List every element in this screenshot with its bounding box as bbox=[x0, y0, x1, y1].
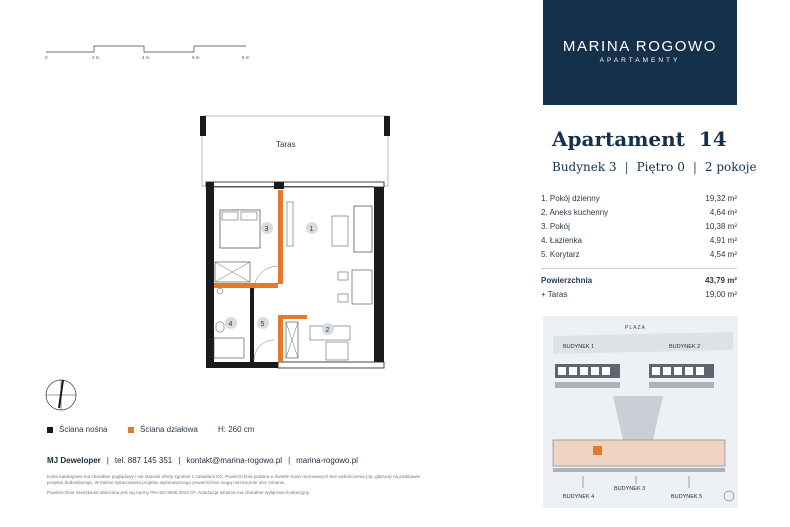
building-4-label: BUDYNEK 4 bbox=[563, 494, 595, 500]
scale-label: 0 bbox=[45, 55, 48, 60]
divider bbox=[541, 268, 737, 269]
legend-partition-wall-label: Ściana działowa bbox=[140, 425, 198, 434]
terrace-value: 19,00 m² bbox=[705, 290, 737, 299]
floor-plan bbox=[190, 110, 400, 370]
brand-subtitle: APARTAMENTY bbox=[599, 57, 681, 64]
disclaimer-line: Powierzchnia mieszkania obliczana jest wg normy PN-ISO 9836:2022-07. Aranżacja wnętrza ma charakter wyłącznie ilustracyjny. bbox=[47, 490, 310, 495]
room-area: 10,38 m² bbox=[705, 222, 737, 231]
room-label: 1. Pokój dzienny bbox=[541, 194, 600, 203]
legend-partition-wall bbox=[128, 425, 198, 434]
room-number: 4 bbox=[228, 321, 233, 328]
room-label: 2. Aneks kuchenny bbox=[541, 208, 609, 217]
room-area: 4,64 m² bbox=[709, 208, 737, 217]
legend-load-wall bbox=[47, 425, 107, 434]
room-row bbox=[541, 236, 737, 245]
scale-label: 2 m bbox=[92, 55, 100, 60]
legend-height-label: H: 260 cm bbox=[218, 425, 255, 434]
room-area: 4,91 m² bbox=[709, 236, 737, 245]
building-2-label: BUDYNEK 2 bbox=[669, 344, 701, 350]
brand-logo bbox=[543, 0, 737, 105]
scale-label: 4 m bbox=[142, 55, 150, 60]
partition-wall bbox=[278, 190, 283, 284]
apartment-title-word: Apartament bbox=[552, 127, 685, 151]
room-row bbox=[541, 222, 737, 231]
terrace-area-row bbox=[541, 290, 737, 299]
floor-label: Piętro 0 bbox=[636, 160, 685, 174]
room-number: 5 bbox=[260, 321, 265, 328]
building-3-highlight bbox=[553, 440, 725, 466]
room-area: 19,32 m² bbox=[705, 194, 737, 203]
rooms-count-label: 2 pokoje bbox=[704, 160, 757, 174]
apartment-number: 14 bbox=[698, 127, 727, 151]
company-name: MJ Deweloper bbox=[47, 456, 101, 465]
legend-height bbox=[218, 425, 254, 434]
brand-name: MARINA ROGOWO bbox=[562, 38, 718, 55]
room-number: 1 bbox=[309, 226, 314, 233]
terrace-label: Taras bbox=[276, 140, 296, 149]
legend-load-wall-label: Ściana nośna bbox=[59, 425, 108, 434]
contact-line: MJ Deweloper | tel. 887 145 351 | kontakt@marina-rogowo.pl | marina-rogowo.pl bbox=[47, 456, 358, 465]
room-row bbox=[541, 194, 737, 203]
partition-wall bbox=[214, 283, 278, 288]
total-area-row bbox=[541, 276, 737, 285]
website-link[interactable]: marina-rogowo.pl bbox=[296, 456, 358, 465]
total-area-label: Powierzchnia bbox=[541, 276, 593, 285]
building-1-label: BUDYNEK 1 bbox=[563, 344, 595, 350]
terrace-label: + Taras bbox=[541, 290, 568, 299]
room-label: 3. Pokój bbox=[541, 222, 570, 231]
total-area-value: 43,79 m² bbox=[704, 276, 737, 285]
partition-wall-swatch bbox=[128, 427, 134, 433]
building-3-label: BUDYNEK 3 bbox=[614, 486, 646, 492]
apartment-title bbox=[552, 127, 727, 151]
room-label: 5. Korytarz bbox=[541, 250, 580, 259]
building-label: Budynek 3 bbox=[552, 160, 617, 174]
building-5-label: BUDYNEK 5 bbox=[671, 494, 703, 500]
disclaimer-line: projektu budowlanego. W trakcie opracowania projektu wykonawczego powierzchnie mogą nieznacznie ulec zmianie. bbox=[47, 480, 286, 485]
load-wall bbox=[374, 182, 384, 367]
email-link[interactable]: kontakt@marina-rogowo.pl bbox=[186, 456, 283, 465]
apartment-meta: Budynek 3 | Piętro 0 | 2 pokoje bbox=[552, 160, 757, 174]
load-wall-swatch bbox=[47, 427, 53, 433]
room-label: 4. Łazienka bbox=[541, 236, 582, 245]
room-row bbox=[541, 208, 737, 217]
scale-label: 6 m bbox=[192, 55, 200, 60]
phone: tel. 887 145 351 bbox=[114, 456, 173, 465]
bed bbox=[220, 210, 260, 248]
scale-bar bbox=[44, 42, 264, 62]
room-row bbox=[541, 250, 737, 259]
plaza-label: PLAZA bbox=[625, 325, 646, 331]
load-wall bbox=[206, 182, 214, 367]
disclaimer-line: Karta katalogowa ma charakter poglądowy i nie stanowi oferty zgodnie z zasadami KC. Powierzchnia podana w świetle ścian murowanych bez wykończenia (np. glazura) na podstawie bbox=[47, 474, 421, 479]
scale-label: 8 m bbox=[242, 55, 250, 60]
load-wall bbox=[250, 288, 254, 362]
room-number: 3 bbox=[264, 226, 269, 233]
room-number: 2 bbox=[325, 327, 330, 334]
apartment-marker bbox=[593, 446, 602, 455]
terrace-outline bbox=[202, 116, 388, 186]
compass-icon bbox=[44, 378, 78, 412]
partition-wall bbox=[278, 315, 283, 362]
room-area: 4,54 m² bbox=[709, 250, 737, 259]
site-map bbox=[543, 316, 738, 508]
